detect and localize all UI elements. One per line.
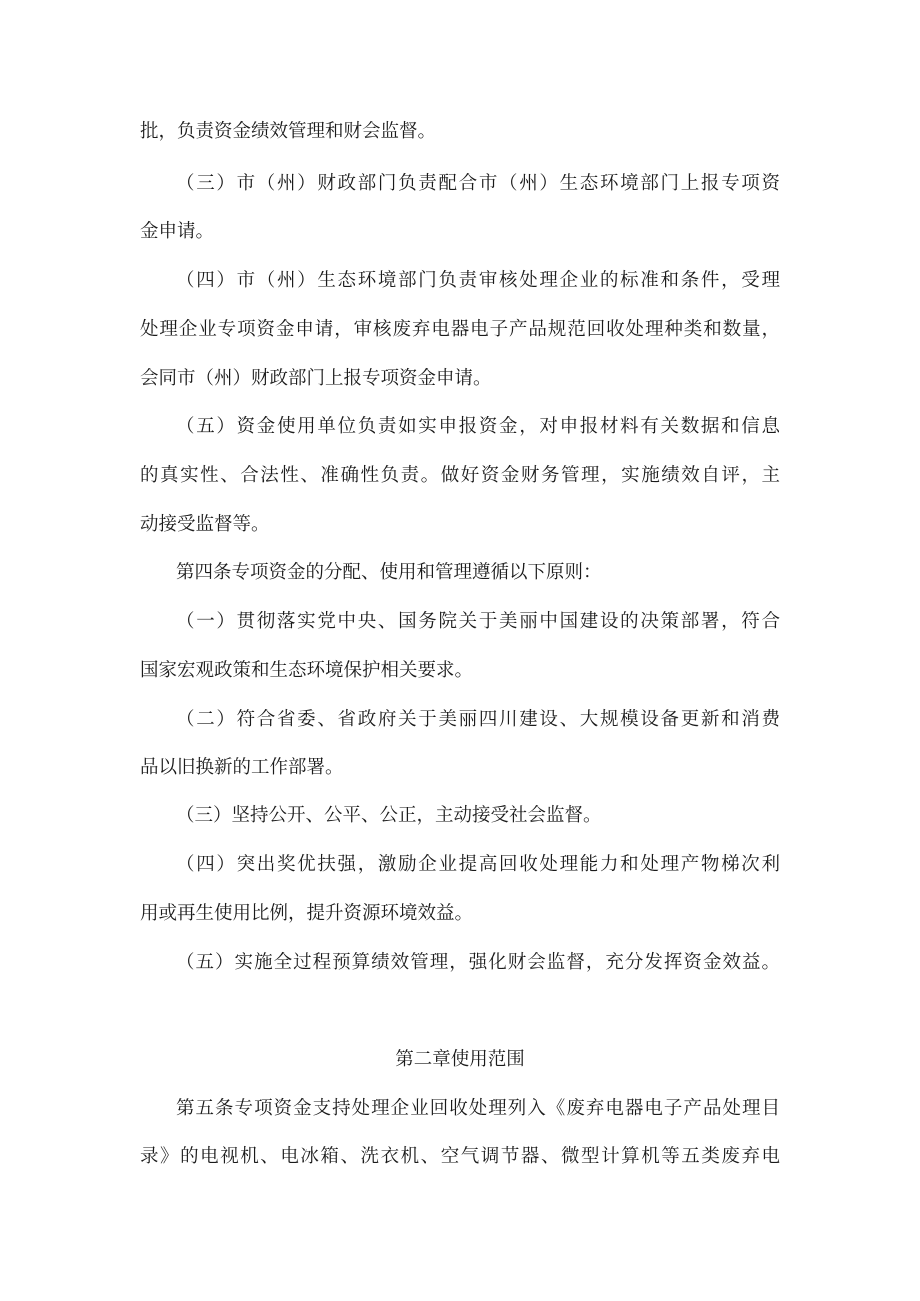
paragraph-line: 的真实性、合法性、准确性负责。做好资金财务管理，实施绩效自评，主 [140,465,780,486]
paragraph-line: 动接受监督等。 [140,514,270,535]
paragraph-line: 国家宏观政策和生态环境保护相关要求。 [140,660,474,681]
paragraph-line: （三）市（州）财政部门负责配合市（州）生态环境部门上报专项资 [176,173,780,194]
paragraph-line: （四）市（州）生态环境部门负责审核处理企业的标准和条件，受理 [176,270,780,291]
paragraph-line: 品以旧换新的工作部署。 [140,757,344,778]
paragraph-line: 会同市（州）财政部门上报专项资金申请。 [140,368,492,389]
chapter-heading: 第二章使用范围 [395,1049,525,1070]
paragraph-line: （五）实施全过程预算绩效管理，强化财会监督，充分发挥资金效益。 [176,952,780,973]
paragraph-line: （五）资金使用单位负责如实申报资金，对申报材料有关数据和信息 [176,416,780,437]
paragraph-line: 金申请。 [140,221,215,242]
paragraph-line: （一）贯彻落实党中央、国务院关于美丽中国建设的决策部署，符合 [176,611,780,632]
paragraph-line: 第五条专项资金支持处理企业回收处理列入《废弃电器电子产品处理目 [176,1098,780,1119]
paragraph-line: （三）坚持公开、公平、公正，主动接受社会监督。 [176,805,602,826]
paragraph-line: （四）突出奖优扶强，激励企业提高回收处理能力和处理产物梯次利 [176,854,780,875]
paragraph-line: （二）符合省委、省政府关于美丽四川建设、大规模设备更新和消费 [176,709,780,730]
paragraph-line: 第四条专项资金的分配、使用和管理遵循以下原则： [176,562,602,583]
paragraph-line: 用或再生使用比例，提升资源环境效益。 [140,903,474,924]
paragraph-line: 批，负责资金绩效管理和财会监督。 [140,121,437,142]
paragraph-line: 录》的电视机、电冰箱、洗衣机、空气调节器、微型计算机等五类废弃电 [140,1146,780,1167]
paragraph-line: 处理企业专项资金申请，审核废弃电器电子产品规范回收处理种类和数量， [140,319,780,340]
